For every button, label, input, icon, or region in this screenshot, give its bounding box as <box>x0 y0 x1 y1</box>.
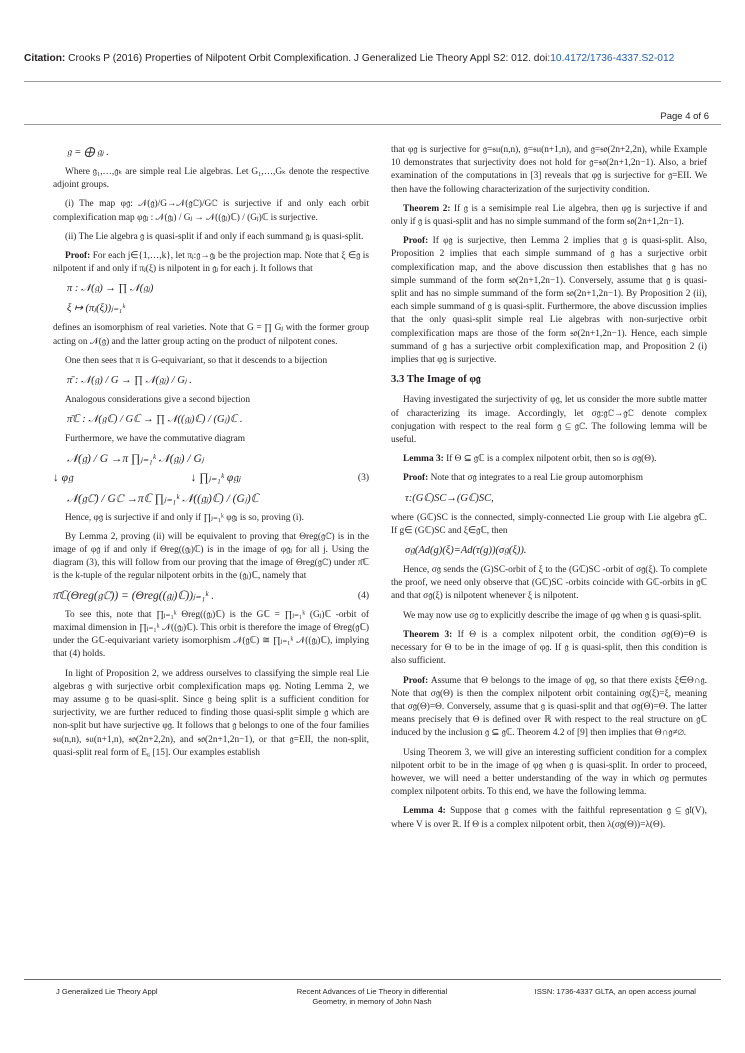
paragraph: Furthermore, we have the commutative diagram <box>65 434 246 445</box>
paragraph: where (Gℂ)SC is the connected, simply-connected Lie group with Lie algebra 𝔤ℂ. If g∈ (Gℂ)SC and ξ∈𝔤ℂ, then <box>391 512 707 536</box>
paragraph: Hence, σ𝔤 sends the (G)SC-orbit of ξ to the (Gℂ)SC -orbit of σ𝔤(ξ). To complete the proof, we need only observe that (Gℂ)SC -orbits coincide with Gℂ-orbits in 𝔤ℂ and that σ𝔤(ξ) is nilpotent whenever ξ is nilpotent. <box>391 565 707 602</box>
paragraph: Where 𝔤₁,…,𝔤ₖ are simple real Lie algebras. Let G₁,…,Gₖ denote the respective adjoint groups. <box>53 167 369 191</box>
equation-xi: ξ ↦ (πⱼ(ξ))ⱼ₌₁ᵏ <box>67 303 126 315</box>
left-column <box>53 144 369 766</box>
right-column <box>391 144 707 838</box>
theorem-text: If Θ is a complex nilpotent orbit, the condition σ𝔤(Θ)=Θ is necessary for Θ to be in the image of φ𝔤. If 𝔤 is quasi-split, then this condition is also sufficient. <box>391 629 708 667</box>
paragraph: We may now use σ𝔤 to explicitly describe the image of φ𝔤 when 𝔤 is quasi-split. <box>403 610 702 621</box>
paragraph: (i) The map φ𝔤: 𝒩(𝔤)/G→𝒩(𝔤ℂ)/Gℂ is surjective if and only each orbit complexification map φ𝔤ⱼ : 𝒩(𝔤ⱼ) / Gⱼ → 𝒩((𝔤ⱼ)ℂ) / (Gⱼ)ℂ is surjective. <box>53 199 369 223</box>
citation-label: Citation: <box>24 53 66 64</box>
footer-issn: ISSN: 1736-4337 GLTA, an open access journal <box>534 987 696 996</box>
equation-pi: π : 𝒩(𝔤) → ∏ 𝒩(𝔤ⱼ) <box>67 283 154 295</box>
equation-bijection: π̄ : 𝒩(𝔤) / G → ∏ 𝒩(𝔤ⱼ) / Gⱼ . <box>67 375 192 387</box>
proof-text: Note that σ𝔤 integrates to a real Lie group automorphism <box>428 473 643 484</box>
footer-rule <box>24 979 721 980</box>
theorem-text: If 𝔤 is a semisimple real Lie algebra, then φ𝔤 is surjective if and only if 𝔤 is quasi-split and has no simple summand of the form 𝔰𝔬(2n+1,2n−1). <box>391 203 707 228</box>
page-number-rule <box>24 124 721 125</box>
theorem-3 <box>391 629 707 669</box>
equation-4 <box>53 590 369 603</box>
diagram-arrow-left: ↓ φ𝔤 <box>53 472 74 485</box>
lemma-4 <box>391 805 707 831</box>
footer-series: Recent Advances of Lie Theory in differential Geometry, in memory of John Nash <box>296 987 448 1006</box>
proof-paragraph <box>53 250 369 276</box>
equation-number: (4) <box>357 590 369 601</box>
proof-paragraph <box>391 235 707 367</box>
proof-text: Assume that Θ belongs to the image of φ𝔤, so that there exists ξ∈Θ∩𝔤. Note that σ𝔤(Θ) is then the complex nilpotent orbit containing σ𝔤(ξ)=ξ, meaning that σ𝔤(Θ)=Θ. Conversely, assume that 𝔤 is quasi-split and that σ𝔤(Θ)=Θ. The latter means precisely that Θ is defined over ℝ with respect to the real structure on 𝔤ℂ induced by the inclusion 𝔤 ⊆ 𝔤ℂ. Theorem 4.2 of [9] then implies that Θ∩𝔤≠∅. <box>391 675 707 739</box>
paragraph: Having investigated the surjectivity of φ𝔤, let us consider the more subtle matter of characterizing its image. Accordingly, let σ𝔤:𝔤ℂ→𝔤ℂ denote complex conjugation with respect to the real form 𝔤 ⊆ 𝔤ℂ. The following lemma will be useful. <box>391 395 707 446</box>
paragraph: Using Theorem 3, we will give an interesting sufficient condition for a complex nilpotent orbit to be in the image of φ𝔤 when 𝔤 is quasi-split. In order to proceed, however, we will need a better understanding of the way in which σ𝔤 permutes complex nilpotent orbits. To this end, we have the following lemma. <box>391 747 707 798</box>
citation-text: Crooks P (2016) Properties of Nilpotent Orbit Complexification. J Generalized Lie Theory Appl S2: 012. doi: <box>68 53 551 64</box>
paragraph: Hence, φ𝔤 is surjective if and only if ∏ⱼ₌₁ᵏ φ𝔤ⱼ is so, proving (i). <box>65 512 304 523</box>
equation-number: (3) <box>357 473 369 484</box>
diagram-arrow-right: ↓ ∏ⱼ₌₁ᵏ φ𝔤ⱼ <box>190 472 241 485</box>
proof-paragraph <box>391 675 707 741</box>
page-number: Page 4 of 6 <box>660 111 709 122</box>
theorem-label: Theorem 3: <box>403 629 453 640</box>
equation-tau: τ:(Gℂ)SC→(Gℂ)SC, <box>405 492 494 504</box>
paragraph: Analogous considerations give a second bijection <box>65 395 251 406</box>
theorem-2 <box>391 203 707 229</box>
proof-label: Proof: <box>403 473 429 484</box>
lemma-text: If Θ ⊆ 𝔤ℂ is a complex nilpotent orbit, then so is σ𝔤(Θ). <box>443 454 657 465</box>
paragraph: (ii) The Lie algebra 𝔤 is quasi-split if and only if each summand 𝔤ⱼ is quasi-split. <box>65 231 364 242</box>
equation-direct-sum: 𝔤 = ⨁ 𝔤ⱼ . <box>67 147 109 158</box>
lemma-3 <box>391 453 707 466</box>
paragraph: that φ𝔤 is surjective for 𝔤=𝔰𝔲(n,n), 𝔤=𝔰𝔲(n+1,n), and 𝔤=𝔰𝔬(2n+2,2n), while Example 10 demonstrates that surjectivity does not hold for 𝔤=𝔰𝔬(2n+1,2n−1). Also, a brief examination of the computations in [3] reveals that φ𝔤 is surjective for 𝔤=EII. We then have the following characterization of the surjectivity condition. <box>391 145 707 195</box>
lemma-label: Lemma 3: <box>403 454 444 465</box>
diagram-row-bottom: 𝒩(𝔤ℂ) / Gℂ →πℂ ∏ⱼ₌₁ᵏ 𝒩((𝔤ⱼ)ℂ) / (Gⱼ)ℂ <box>67 492 259 505</box>
lemma-text: Suppose that 𝔤 comes with the faithful representation 𝔤 ⊆ 𝔤𝔩(V), where V is over ℝ. If Θ is a complex nilpotent orbit, then λ(σ𝔤(Θ))=λ(Θ). <box>391 806 707 830</box>
paragraph: In light of Proposition 2, we address ourselves to classifying the simple real Lie algebras 𝔤 with surjective orbit complexification maps φ𝔤. Noting Lemma 2, we may assume 𝔤 to be quasi-split. Since 𝔤 being split is a sufficient condition for surjectivity, we are further reduced to finding those quasi-split simple 𝔤 which are non-split but have surjective φ𝔤. It follows that 𝔤 belongs to one of the four families 𝔰𝔲(n,n), 𝔰𝔲(n+1,n), 𝔰𝔬(2n+2,2n), and 𝔰𝔬(2n+1,2n−1), or that 𝔤=EII, the non-split, quasi-split real form of E₆ [15]. Our examples establish <box>53 668 369 758</box>
lemma-label: Lemma 4: <box>403 806 446 817</box>
proof-text: If φ𝔤 is surjective, then Lemma 2 implies that 𝔤 is quasi-split. Also, Proposition 2 implies that each simple summand of 𝔤 has a surjective orbit complexification map, and the above discussion then establishes that 𝔤 has no simple summand of the form 𝔰𝔬(2n+1,2n−1). Conversely, assume that 𝔤 is quasi-split and has no simple summand of the form 𝔰𝔬(2n+1,2n−1). By Proposition 2 (ii), each simple summand of 𝔤 is quasi-split. Furthermore, the above discussion implies that the only quasi-split simple real Lie algebras with non-surjective orbit complexification maps are those of the form 𝔰𝔬(2n+1,2n−1). Hence, each simple summand of 𝔤 has a surjective orbit complexification map, and Proposition 2 (i) implies that φ𝔤 is surjective. <box>391 236 707 366</box>
proof-paragraph <box>391 472 707 485</box>
paragraph: To see this, note that ∏ⱼ₌₁ᵏ Θreg((𝔤ⱼ)ℂ) is the Gℂ = ∏ⱼ₌₁ᵏ (Gⱼ)ℂ -orbit of maximal dimension in ∏ⱼ₌₁ᵏ 𝒩((𝔤ⱼ)ℂ). This orbit is therefore the image of Θreg(𝔤ℂ) under the Gℂ-equivariant variety isomorphism 𝒩(𝔤ℂ) ≅ ∏ⱼ₌₁ᵏ 𝒩((𝔤ⱼ)ℂ), implying that (4) holds. <box>53 609 369 660</box>
proof-label: Proof: <box>65 251 91 262</box>
paragraph: By Lemma 2, proving (ii) will be equivalent to proving that Θreg(𝔤ℂ) is in the image of φ𝔤 if and only if Θreg((𝔤ⱼ)ℂ) is in the image of φ𝔤ⱼ for all j. Using the diagram (3), this will follow from our proving that the image of Θreg(𝔤ℂ) under π̄ℂ is the k-tuple of the regular nilpotent orbits in the (𝔤ⱼ)ℂ, namely that <box>53 531 369 582</box>
footer-journal: J Generalized Lie Theory Appl <box>56 987 158 996</box>
diagram-row-top: 𝒩(𝔤) / G →π ∏ⱼ₌₁ᵏ 𝒩(𝔤ⱼ) / Gⱼ <box>67 453 204 466</box>
doi-link[interactable]: 10.4172/1736-4337.S2-012 <box>550 53 675 64</box>
proof-text: For each j∈{1,…,k}, let πⱼ:𝔤→𝔤ⱼ be the projection map. Note that ξ ∈𝔤 is nilpotent if and only if πⱼ(ξ) is nilpotent in 𝔤ⱼ for each j. It follows that <box>53 251 369 275</box>
theorem-label: Theorem 2: <box>403 203 451 214</box>
diagram-row-middle <box>53 472 369 485</box>
proof-label: Proof: <box>403 675 429 686</box>
paragraph: One then sees that π is G-equivariant, so that it descends to a bijection <box>65 355 328 366</box>
equation-sigma: σ𝔤(Ad(g)(ξ)=Ad(τ(g))(σ𝔤(ξ)). <box>405 545 527 557</box>
equation-4-body: π̄ℂ(Θreg(𝔤ℂ)) = (Θreg((𝔤ⱼ)ℂ))ⱼ₌₁ᵏ . <box>53 589 215 602</box>
proof-label: Proof: <box>403 236 429 247</box>
equation-bijection-complex: π̄ℂ : 𝒩(𝔤ℂ) / Gℂ → ∏ 𝒩((𝔤ⱼ)ℂ) / (Gⱼ)ℂ . <box>67 414 243 426</box>
section-heading: 3.3 The Image of φ𝔤 <box>391 374 481 386</box>
paragraph: defines an isomorphism of real varieties. Note that G = ∏ Gⱼ with the former group acting on 𝒩(𝔤) and the latter group acting on the product of nilpotent cones. <box>53 323 369 347</box>
citation <box>24 52 724 66</box>
header-rule <box>24 81 721 82</box>
